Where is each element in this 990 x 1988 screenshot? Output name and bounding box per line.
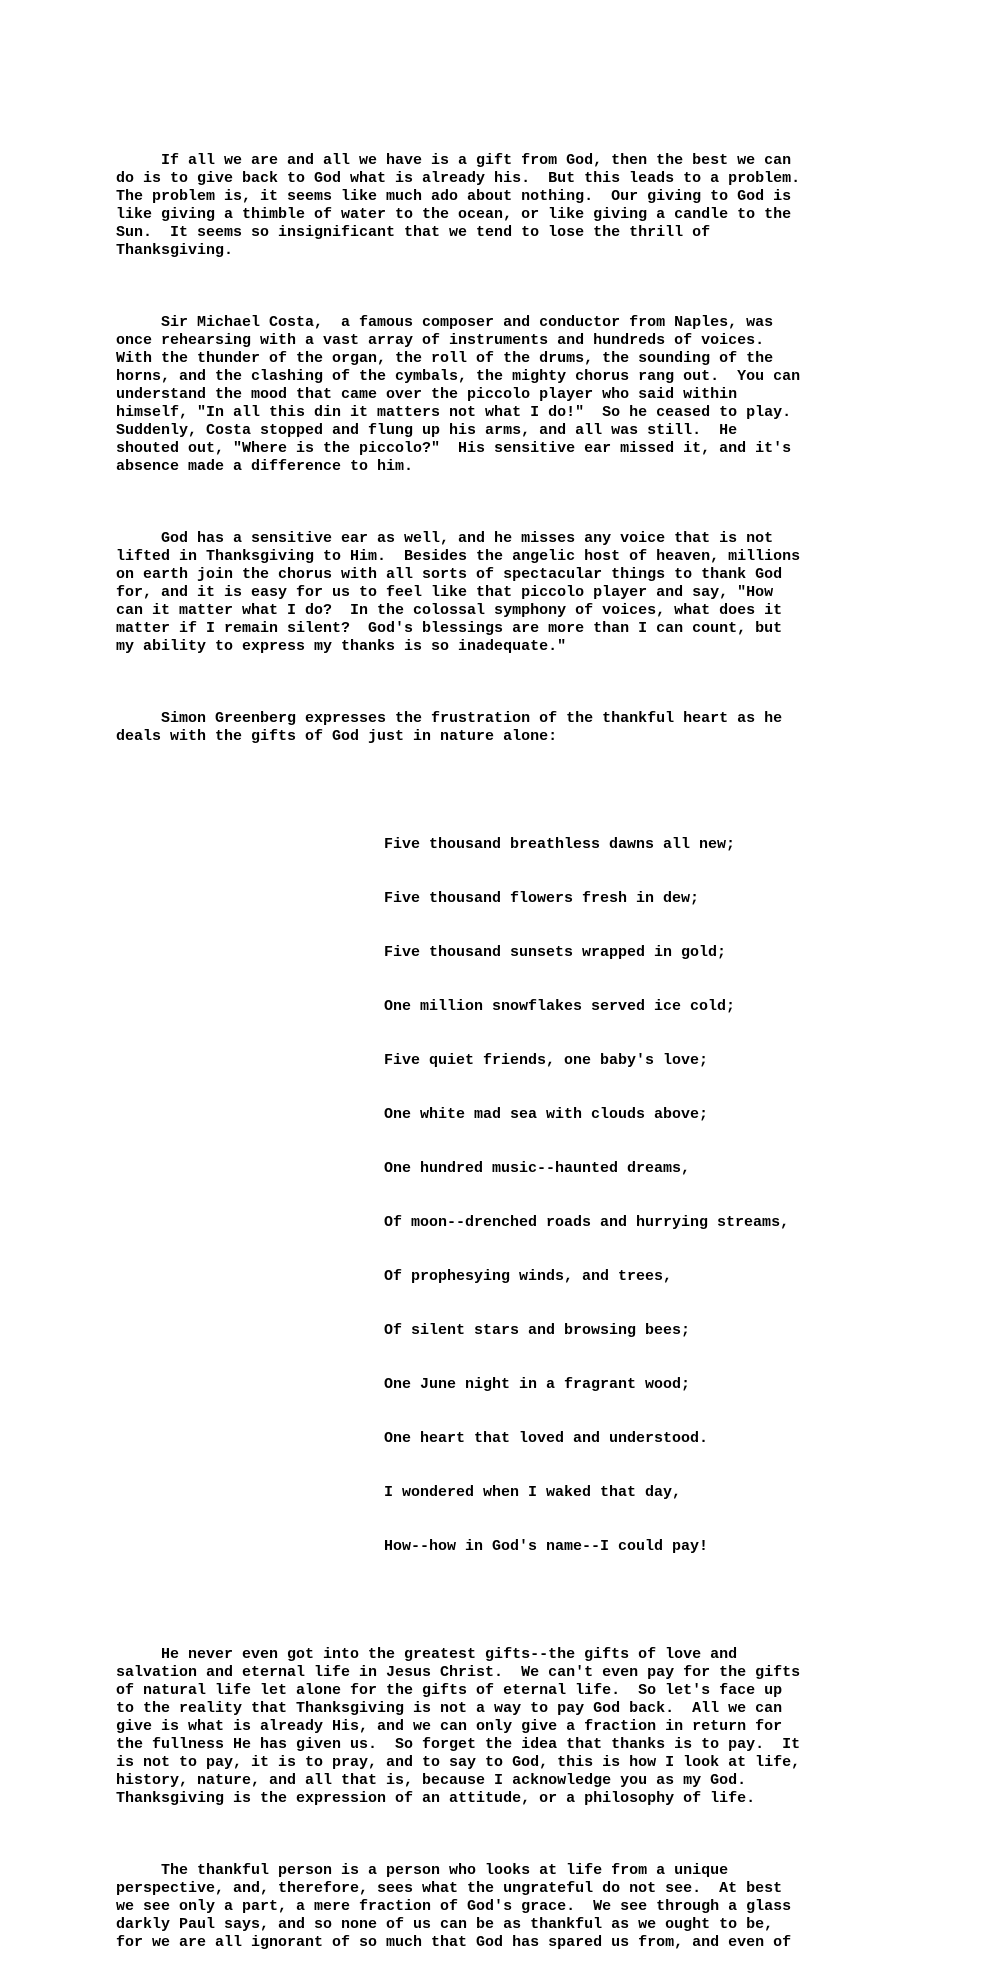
- poem-line: Five thousand breathless dawns all new;: [384, 836, 736, 853]
- poem-line: Five quiet friends, one baby's love;: [384, 1052, 709, 1069]
- poem-line: Of prophesying winds, and trees,: [384, 1268, 673, 1285]
- paragraph-gift-from-god: If all we are and all we have is a gift from God, then the best we can do is to give back to God what is already his. But this leads to a problem. The problem is, it seems like much ado about nothing. Our giving to God is like giving a thimble of water to the ocean, or like giving a candle to the Sun. It seems so insignificant that we tend to lose the thrill of Thanksgiving.: [116, 152, 801, 259]
- poem-line: One white mad sea with clouds above;: [384, 1106, 709, 1123]
- document-page: [116, 116, 876, 1988]
- poem-line: I wondered when I waked that day,: [384, 1484, 682, 1501]
- poem-line: Five thousand sunsets wrapped in gold;: [384, 944, 727, 961]
- paragraph-michael-costa: Sir Michael Costa, a famous composer and conductor from Naples, was once rehearsing with a vast array of instruments and hundreds of voices. With the thunder of the organ, the roll of the drums, the sounding of the horns, and the clashing of the cymbals, the mighty chorus rang out. You can understand the mood that came over the piccolo player who said within himself, "In all this din it matters not what I do!" So he ceased to play. Suddenly, Costa stopped and flung up his arms, and all was still. He shouted out, "Where is the piccolo?" His sensitive ear missed it, and it's absence made a difference to him.: [116, 314, 801, 475]
- poem-line: How--how in God's name--I could pay!: [384, 1538, 709, 1555]
- paragraph-thankful-person: The thankful person is a person who looks at life from a unique perspective, and, therefore, sees what the ungrateful do not see. At best we see only a part, a mere fraction of God's grace. We see through a glass darkly Paul says, and so none of us can be as thankful as we ought to be, for we are all ignorant of so much that God has spared us from, and even of: [116, 1862, 792, 1951]
- paragraph-simon-greenberg: Simon Greenberg expresses the frustration of the thankful heart as he deals with the gifts of God just in nature alone:: [116, 710, 783, 745]
- poem: [116, 800, 876, 1592]
- poem-line: One million snowflakes served ice cold;: [384, 998, 736, 1015]
- poem-line: Of silent stars and browsing bees;: [384, 1322, 691, 1339]
- paragraph-sensitive-ear: God has a sensitive ear as well, and he misses any voice that is not lifted in Thanksgiving to Him. Besides the angelic host of heaven, millions on earth join the chorus with all sorts of spectacular things to thank God for, and it is easy for us to feel like that piccolo player and say, "How can it matter what I do? In the colossal symphony of voices, what does it matter if I remain silent? God's blessings are more than I can count, but my ability to express my thanks is so inadequate.": [116, 530, 801, 655]
- paragraph-greatest-gifts: He never even got into the greatest gifts--the gifts of love and salvation and eternal life in Jesus Christ. We can't even pay for the gifts of natural life let alone for the gifts of eternal life. So let's face up to the reality that Thanksgiving is not a way to pay God back. All we can give is what is already His, and we can only give a fraction in return for the fullness He has given us. So forget the idea that thanks is to pay. It is not to pay, it is to pray, and to say to God, this is how I look at life, history, nature, and all that is, because I acknowledge you as my God. Thanksgiving is the expression of an attitude, or a philosophy of life.: [116, 1646, 801, 1807]
- poem-line: Of moon--drenched roads and hurrying streams,: [384, 1214, 790, 1231]
- poem-line: Five thousand flowers fresh in dew;: [384, 890, 700, 907]
- poem-line: One heart that loved and understood.: [384, 1430, 709, 1447]
- poem-line: One hundred music--haunted dreams,: [384, 1160, 691, 1177]
- poem-line: One June night in a fragrant wood;: [384, 1376, 691, 1393]
